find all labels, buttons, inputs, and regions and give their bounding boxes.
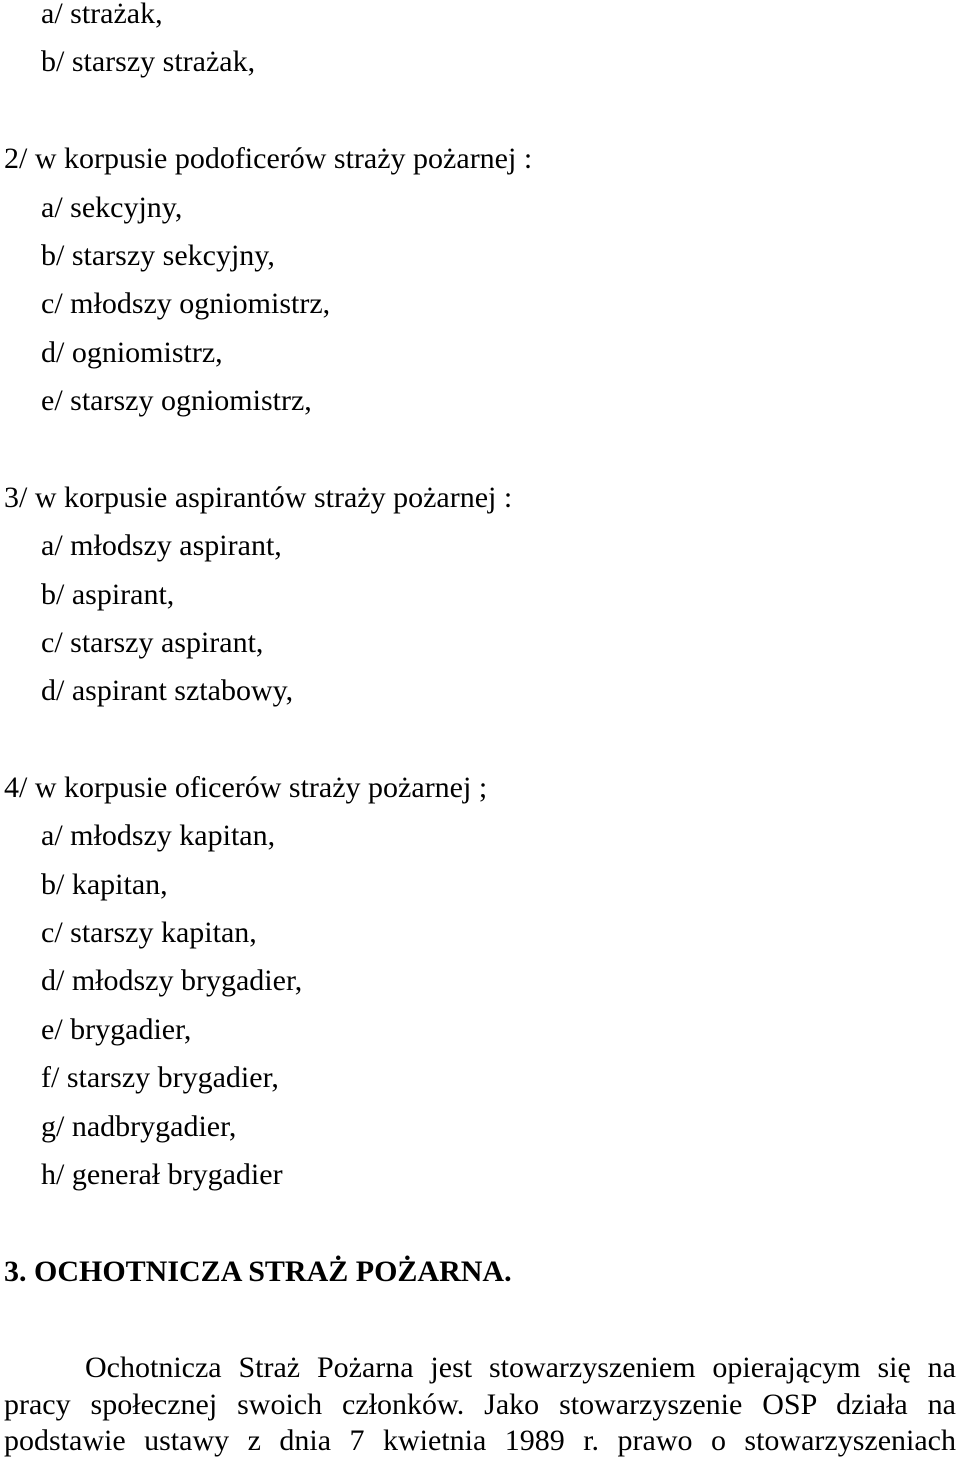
list-item: b/ starszy strażak, — [41, 45, 256, 78]
list-item: f/ starszy brygadier, — [41, 1061, 279, 1094]
list-item: d/ aspirant sztabowy, — [41, 674, 294, 707]
list-item: b/ aspirant, — [41, 578, 175, 611]
chapter-heading: 3. OCHOTNICZA STRAŻ POŻARNA. — [4, 1255, 512, 1288]
list-item: a/ młodszy aspirant, — [41, 529, 282, 562]
list-item: a/ strażak, — [41, 0, 163, 30]
section-header-podoficerowie: 2/ w korpusie podoficerów straży pożarnej : — [4, 142, 533, 175]
list-item: a/ młodszy kapitan, — [41, 819, 276, 852]
list-item: e/ starszy ogniomistrz, — [41, 384, 312, 417]
list-item: c/ starszy aspirant, — [41, 626, 264, 659]
list-item: b/ starszy sekcyjny, — [41, 239, 275, 272]
list-item: g/ nadbrygadier, — [41, 1110, 237, 1143]
list-item: h/ generał brygadier — [41, 1158, 283, 1191]
list-item: b/ kapitan, — [41, 868, 168, 901]
paragraph-line: podstawie ustawy z dnia 7 kwietnia 1989 r. prawo o stowarzyszeniach — [4, 1424, 956, 1457]
list-item: e/ brygadier, — [41, 1013, 192, 1046]
list-item: d/ ogniomistrz, — [41, 336, 223, 369]
section-header-aspiranci: 3/ w korpusie aspirantów straży pożarnej : — [4, 481, 513, 514]
list-item: a/ sekcyjny, — [41, 191, 183, 224]
paragraph-line: pracy społecznej swoich członków. Jako stowarzyszenie OSP działa na — [4, 1388, 956, 1421]
list-item: d/ młodszy brygadier, — [41, 964, 303, 997]
list-item: c/ starszy kapitan, — [41, 916, 257, 949]
paragraph-line: Ochotnicza Straż Pożarna jest stowarzyszeniem opierającym się na — [85, 1351, 956, 1384]
section-header-oficerowie: 4/ w korpusie oficerów straży pożarnej ; — [4, 771, 488, 804]
list-item: c/ młodszy ogniomistrz, — [41, 287, 331, 320]
